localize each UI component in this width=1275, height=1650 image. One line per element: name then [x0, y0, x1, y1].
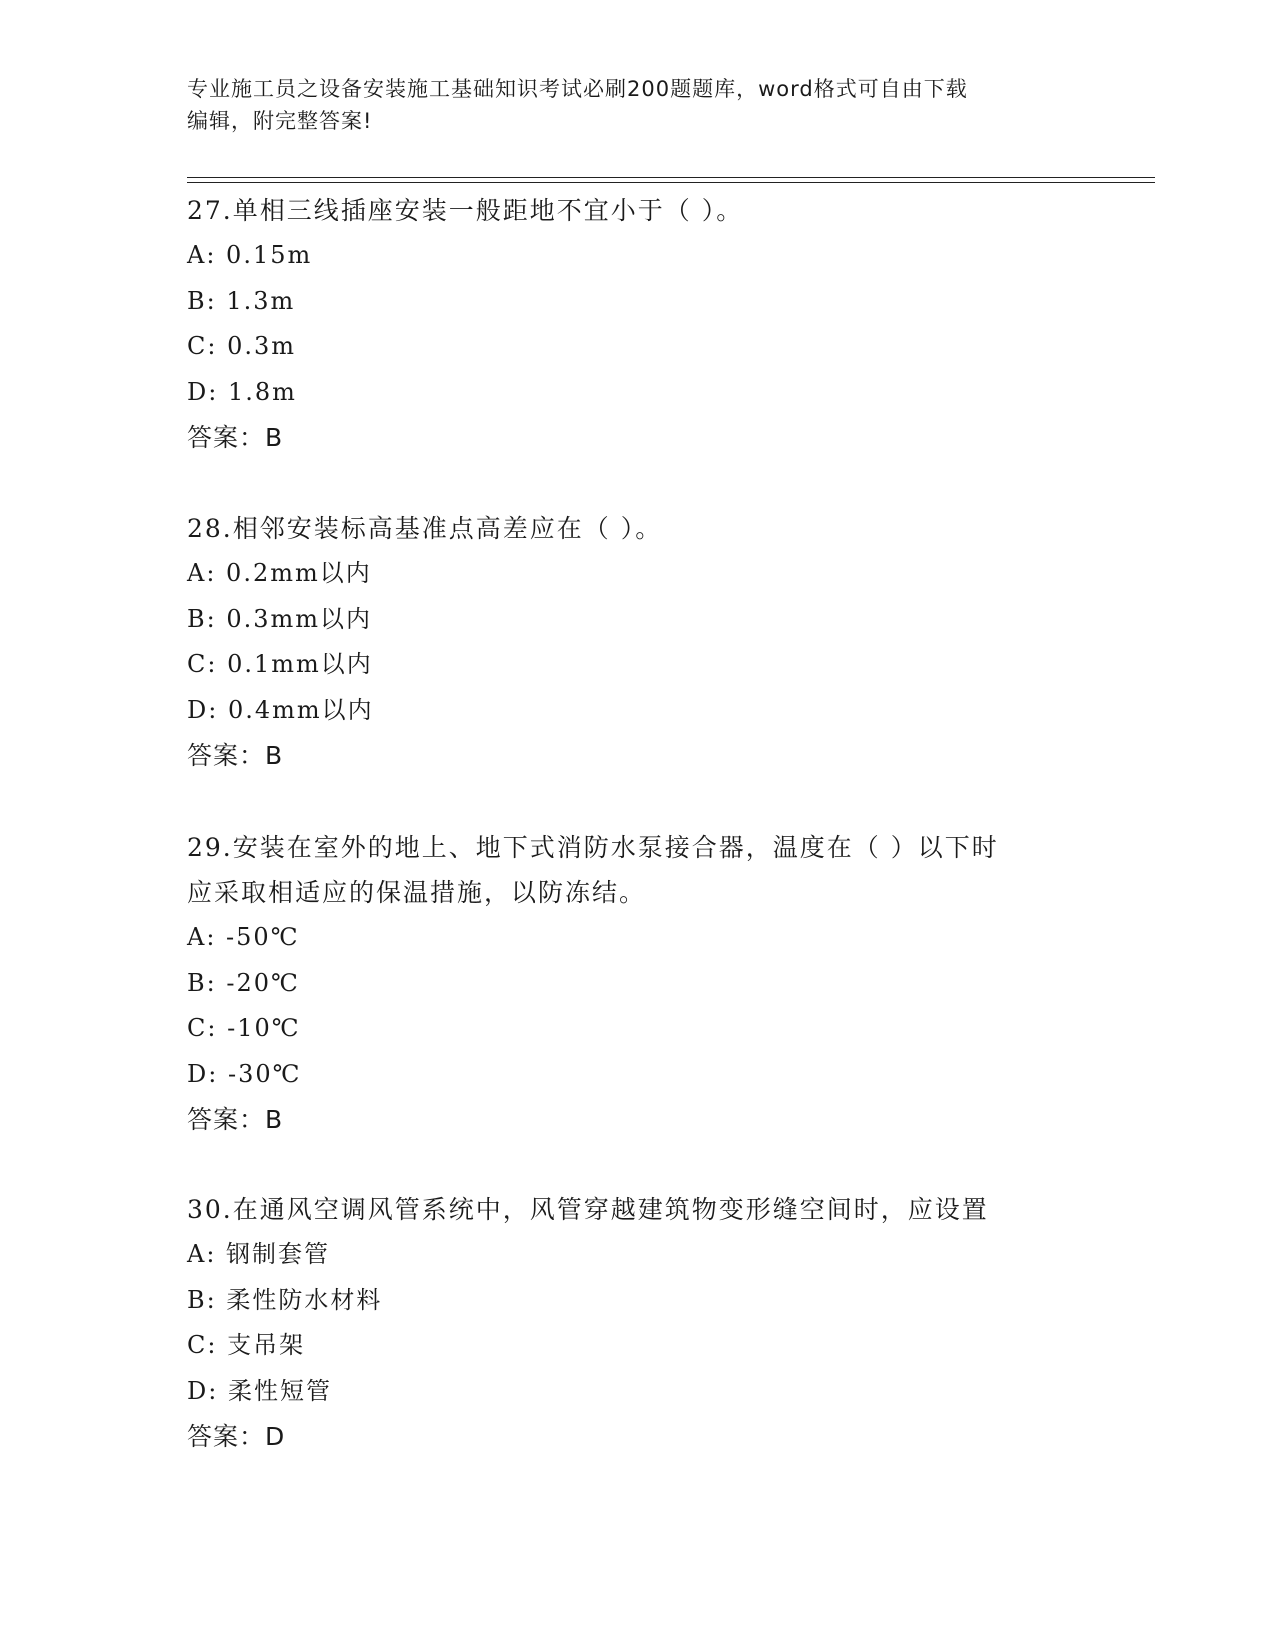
question-stem: 27.单相三线插座安装一般距地不宜小于（ ）。 [187, 196, 744, 225]
question-28 [187, 506, 1087, 779]
option-b: B: 柔性防水材料 [187, 1285, 383, 1314]
option-a: A: 0.15m [187, 241, 313, 269]
option-c: C: 0.3m [187, 332, 297, 360]
question-27 [187, 188, 1087, 461]
question-30 [187, 1187, 1087, 1460]
answer-line: 答案：B [187, 1105, 284, 1134]
option-b: B: -20℃ [187, 968, 300, 997]
option-c: C: 支吊架 [187, 1331, 306, 1359]
option-a: A: 0.2mm以内 [187, 559, 372, 587]
question-stem: 28.相邻安装标高基准点高差应在（ ）。 [187, 514, 663, 543]
document-header [187, 73, 1067, 137]
option-b: B: 0.3mm以内 [187, 604, 373, 633]
option-b: B: 1.3m [187, 286, 296, 315]
header-divider-top [187, 177, 1155, 178]
question-stem-line-2: 应采取相适应的保温措施，以防冻结。 [187, 878, 647, 907]
option-d: D: -30℃ [187, 1059, 302, 1088]
option-a: A: 钢制套管 [187, 1240, 331, 1268]
header-title-line-2: 编辑，附完整答案! [187, 109, 373, 133]
option-c: C: 0.1mm以内 [187, 650, 373, 678]
option-a: A: -50℃ [187, 923, 300, 951]
option-d: D: 柔性短管 [187, 1376, 332, 1405]
option-d: D: 1.8m [187, 377, 297, 406]
answer-line: 答案：B [187, 741, 284, 770]
option-d: D: 0.4mm以内 [187, 695, 374, 724]
question-29 [187, 825, 1087, 1143]
header-title-line-1: 专业施工员之设备安装施工基础知识考试必刷200题题库，word格式可自由下载 [187, 77, 968, 101]
answer-line: 答案：B [187, 423, 284, 452]
question-stem-line-1: 29.安装在室外的地上、地下式消防水泵接合器，温度在（ ）以下时 [187, 833, 999, 862]
option-c: C: -10℃ [187, 1014, 301, 1042]
question-stem: 30.在通风空调风管系统中，风管穿越建筑物变形缝空间时，应设置 [187, 1195, 989, 1224]
answer-line: 答案：D [187, 1422, 286, 1451]
header-divider-bottom [187, 182, 1155, 183]
